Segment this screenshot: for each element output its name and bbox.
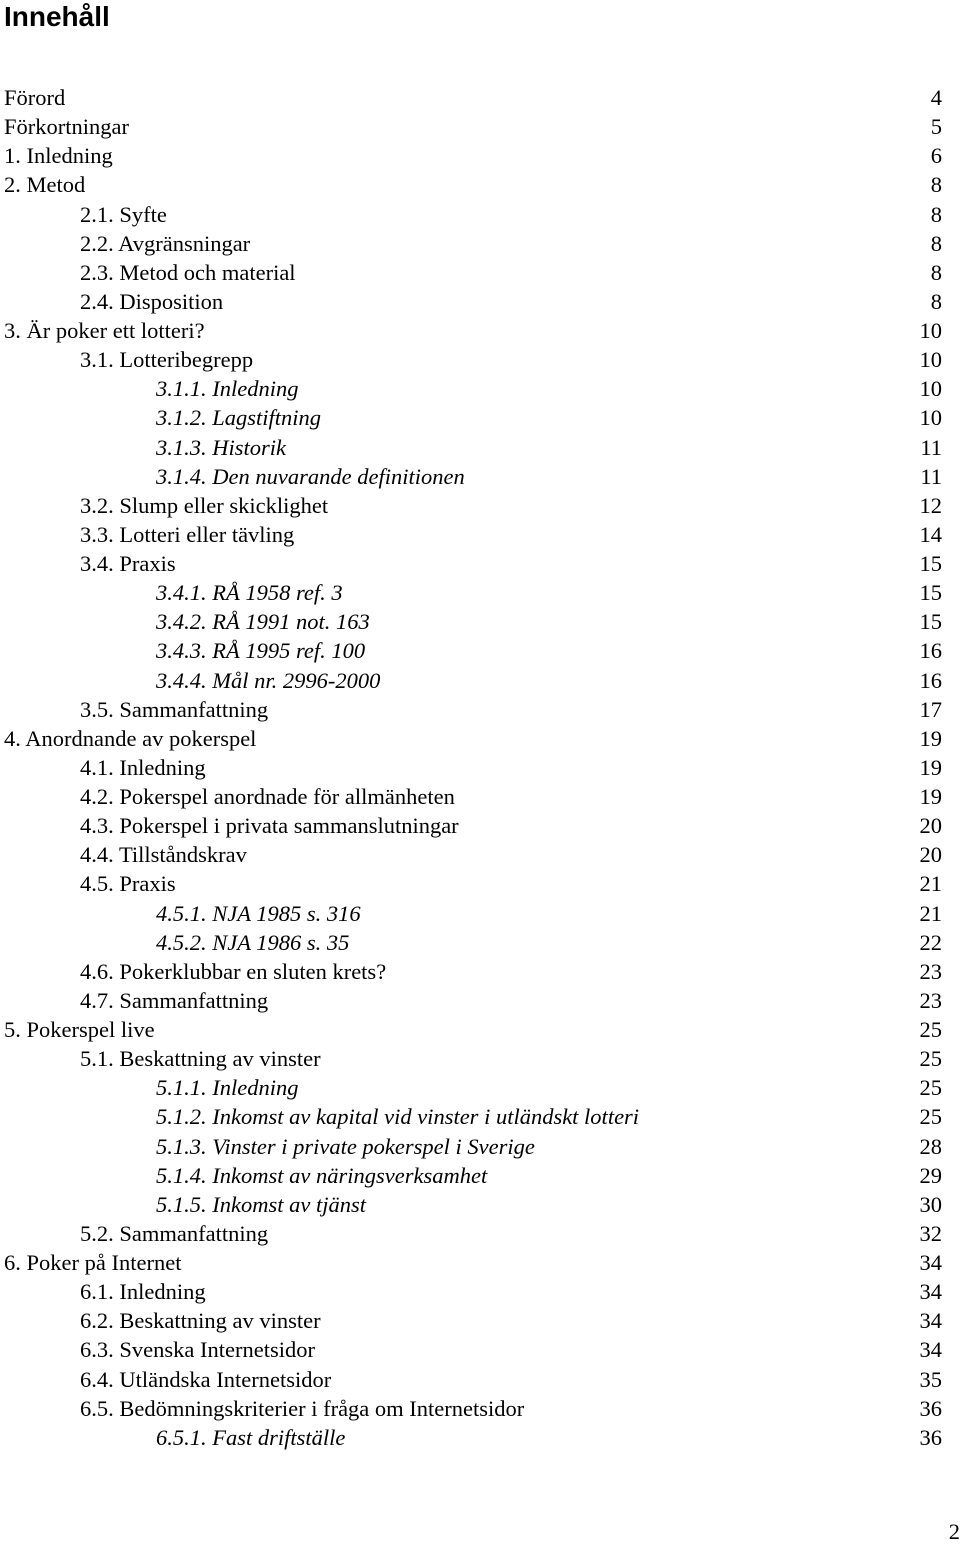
toc-entry-label: 2.4. Disposition [80, 288, 224, 314]
toc-entry-label: 4.4. Tillståndskrav [80, 842, 247, 868]
toc-entry-label: 5.1. Beskattning av vinster [80, 1046, 321, 1072]
toc-entry [4, 1102, 942, 1131]
toc-entry-label: 3.1.1. Inledning [156, 376, 299, 402]
toc-entry-label: 4.5.2. NJA 1986 s. 35 [156, 929, 350, 955]
toc-entry-label: 5.1.3. Vinster i private pokerspel i Sverige [156, 1133, 535, 1159]
toc-entry-label: 5.1.4. Inkomst av näringsverksamhet [156, 1162, 488, 1188]
toc-entry-page: 34 [919, 1250, 942, 1275]
toc-entry [4, 258, 942, 287]
toc-entry-page: 6 [930, 143, 942, 169]
toc-entry-page: 20 [919, 842, 942, 868]
toc-entry-label: 1. Inledning [4, 143, 113, 169]
toc-entry-page: 34 [919, 1308, 942, 1334]
toc-entry-page: 10 [919, 318, 942, 343]
toc-entry [4, 1015, 942, 1044]
toc-entry-page: 10 [919, 376, 942, 402]
toc-entry [4, 1073, 942, 1102]
toc-entry-page: 8 [930, 201, 942, 227]
toc-entry [4, 374, 942, 403]
toc-entry-label: Förkortningar [4, 114, 129, 140]
toc-entry-page: 16 [919, 638, 942, 664]
toc-entry-page: 36 [919, 1424, 942, 1450]
toc-entry-label: 6.2. Beskattning av vinster [80, 1308, 321, 1334]
toc-entry-label: 6.4. Utländska Internetsidor [80, 1366, 332, 1392]
toc-entry-label: 3.5. Sammanfattning [80, 696, 269, 722]
toc-entry-label: 3.1. Lotteribegrepp [80, 347, 254, 373]
toc-entry [4, 345, 942, 374]
toc-entry [4, 83, 942, 112]
toc-entry-label: 3.4.3. RÅ 1995 ref. 100 [156, 638, 366, 664]
toc-entry-page: 34 [919, 1279, 942, 1305]
page-number: 2 [948, 1519, 960, 1544]
toc-entry [4, 1335, 942, 1364]
toc-entry-page: 17 [919, 696, 942, 722]
toc-entry [4, 1365, 942, 1394]
toc-entry-page: 30 [919, 1191, 942, 1217]
toc-entry [4, 607, 942, 636]
toc-entry-page: 15 [919, 609, 942, 635]
toc-entry-page: 15 [919, 580, 942, 606]
toc-entry-label: 5.1.5. Inkomst av tjänst [156, 1191, 366, 1217]
toc-entry-label: 4.2. Pokerspel anordnade för allmänheten [80, 784, 455, 809]
toc-entry-page: 29 [919, 1162, 942, 1188]
toc-entry [4, 753, 942, 782]
table-of-contents [4, 83, 942, 1452]
toc-entry [4, 899, 942, 928]
toc-entry-label: 3.4.2. RÅ 1991 not. 163 [156, 609, 370, 635]
toc-entry-page: 19 [919, 725, 942, 751]
toc-entry-page: 36 [919, 1395, 942, 1421]
toc-entry-page: 11 [920, 463, 942, 489]
toc-entry-page: 19 [919, 754, 942, 780]
toc-entry [4, 1306, 942, 1335]
toc-entry [4, 636, 942, 665]
toc-entry-page: 15 [919, 551, 942, 576]
toc-entry [4, 1423, 942, 1452]
toc-entry [4, 141, 942, 170]
toc-entry-page: 25 [919, 1075, 942, 1101]
toc-entry-label: 6.5.1. Fast driftställe [156, 1424, 346, 1450]
toc-entry [4, 957, 942, 986]
toc-entry [4, 170, 942, 199]
toc-entry-page: 22 [919, 929, 942, 955]
toc-entry [4, 433, 942, 462]
toc-entry-page: 28 [919, 1133, 942, 1159]
toc-entry-page: 25 [919, 1046, 942, 1072]
toc-entry-page: 10 [919, 405, 942, 431]
toc-entry-label: Förord [4, 85, 66, 110]
toc-entry-label: 3.4.1. RÅ 1958 ref. 3 [156, 580, 343, 606]
toc-entry [4, 666, 942, 695]
toc-entry-label: 5.2. Sammanfattning [80, 1220, 269, 1246]
toc-entry-page: 16 [919, 667, 942, 693]
toc-entry [4, 1132, 942, 1161]
toc-entry-page: 34 [919, 1337, 942, 1363]
toc-entry-page: 25 [919, 1017, 942, 1042]
toc-entry [4, 928, 942, 957]
toc-entry-page: 5 [930, 114, 942, 140]
toc-entry-page: 19 [919, 784, 942, 809]
toc-entry [4, 491, 942, 520]
toc-entry-label: 4.3. Pokerspel i privata sammanslutningar [80, 813, 459, 839]
toc-entry-label: 4.7. Sammanfattning [80, 987, 269, 1013]
toc-entry [4, 1190, 942, 1219]
toc-entry [4, 811, 942, 840]
toc-entry [4, 1161, 942, 1190]
toc-entry-page: 21 [919, 871, 942, 897]
toc-entry-label: 3. Är poker ett lotteri? [4, 318, 205, 343]
toc-entry [4, 287, 942, 316]
toc-entry [4, 724, 942, 753]
toc-entry-label: 2.3. Metod och material [80, 259, 296, 285]
toc-entry [4, 578, 942, 607]
toc-entry [4, 695, 942, 724]
toc-entry-page: 4 [930, 85, 942, 110]
toc-entry [4, 1248, 942, 1277]
toc-entry-label: 6.5. Bedömningskriterier i fråga om Internetsidor [80, 1395, 525, 1421]
toc-entry [4, 1277, 942, 1306]
toc-entry-label: 3.2. Slump eller skicklighet [80, 492, 329, 518]
toc-entry-label: 3.1.4. Den nuvarande definitionen [156, 463, 465, 489]
toc-entry-label: 2.2. Avgränsningar [80, 230, 251, 256]
toc-entry [4, 403, 942, 432]
toc-entry-label: 5. Pokerspel live [4, 1017, 155, 1042]
toc-entry [4, 549, 942, 578]
toc-entry-page: 14 [919, 521, 942, 547]
toc-entry-page: 23 [919, 958, 942, 984]
toc-entry-label: 5.1.1. Inledning [156, 1075, 299, 1101]
toc-entry-label: 5.1.2. Inkomst av kapital vid vinster i utländskt lotteri [156, 1104, 640, 1130]
toc-entry-label: 6.3. Svenska Internetsidor [80, 1337, 315, 1363]
toc-entry-page: 23 [919, 987, 942, 1013]
toc-entry [4, 462, 942, 491]
toc-entry [4, 229, 942, 258]
toc-entry-label: 3.1.3. Historik [156, 434, 287, 460]
toc-entry-page: 8 [930, 172, 942, 198]
toc-entry-page: 20 [919, 813, 942, 839]
toc-entry-page: 35 [919, 1366, 942, 1392]
page-title: Innehåll [4, 1, 110, 32]
toc-entry-page: 11 [920, 434, 942, 460]
toc-entry-label: 2.1. Syfte [80, 201, 167, 227]
toc-entry [4, 316, 942, 345]
toc-entry [4, 1044, 942, 1073]
toc-entry [4, 520, 942, 549]
toc-entry-label: 6. Poker på Internet [4, 1250, 182, 1275]
toc-entry [4, 200, 942, 229]
toc-entry [4, 112, 942, 141]
toc-entry [4, 1394, 942, 1423]
toc-entry-label: 4.1. Inledning [80, 754, 206, 780]
toc-entry-page: 8 [930, 288, 942, 314]
toc-entry-page: 10 [919, 347, 942, 373]
toc-entry [4, 869, 942, 898]
toc-entry-label: 4.5.1. NJA 1985 s. 316 [156, 900, 361, 926]
toc-entry-page: 8 [930, 259, 942, 285]
toc-entry [4, 986, 942, 1015]
toc-entry-label: 4.5. Praxis [80, 871, 176, 897]
toc-entry-label: 3.3. Lotteri eller tävling [80, 521, 295, 547]
toc-entry-page: 21 [919, 900, 942, 926]
toc-entry [4, 782, 942, 811]
toc-entry-label: 3.4. Praxis [80, 551, 176, 576]
toc-entry-label: 4. Anordnande av pokerspel [4, 725, 257, 751]
toc-entry-label: 3.1.2. Lagstiftning [156, 405, 322, 431]
toc-entry-page: 8 [930, 230, 942, 256]
toc-entry-page: 12 [919, 492, 942, 518]
toc-entry-label: 4.6. Pokerklubbar en sluten krets? [80, 958, 387, 984]
toc-entry-page: 25 [919, 1104, 942, 1130]
toc-entry-label: 2. Metod [4, 172, 86, 198]
toc-entry-label: 6.1. Inledning [80, 1279, 206, 1305]
toc-entry-page: 32 [919, 1220, 942, 1246]
toc-entry-label: 3.4.4. Mål nr. 2996-2000 [156, 667, 381, 693]
toc-entry [4, 1219, 942, 1248]
toc-entry [4, 840, 942, 869]
